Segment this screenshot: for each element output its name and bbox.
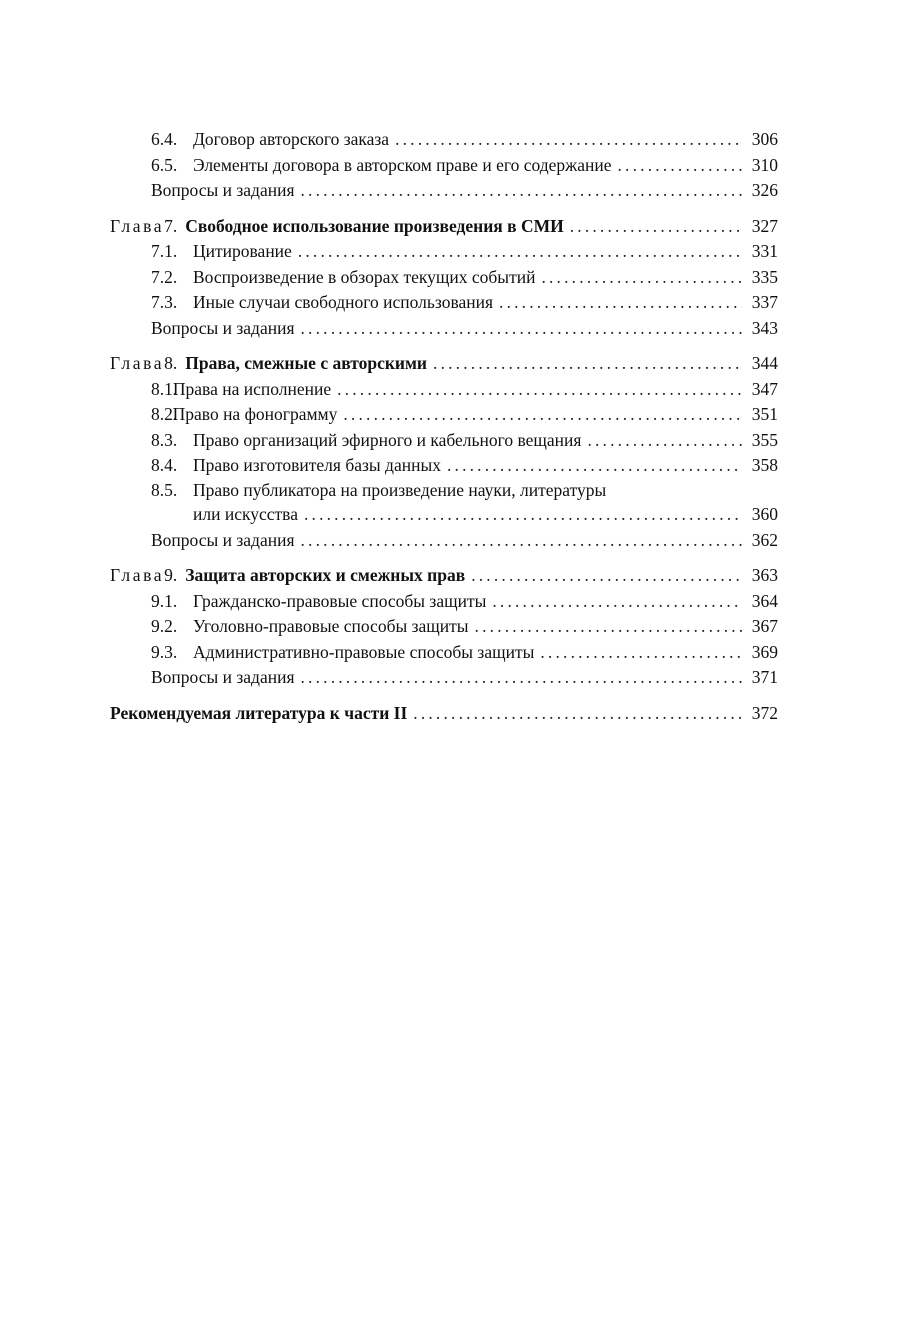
toc-entry-7-3[interactable] [110, 290, 778, 316]
toc-entry-9-3[interactable] [110, 640, 778, 666]
entry-title: Иные случаи свободного использования [193, 292, 494, 312]
entry-title: Право публикатора на произведение науки, литературы [193, 479, 607, 500]
entry-number: 7.1. [151, 241, 178, 261]
dot-leader [433, 351, 742, 377]
entry-title: Право на фонограмму [172, 404, 338, 424]
dot-leader [304, 502, 742, 528]
dot-leader [471, 563, 742, 589]
entry-number: 8.2. [151, 404, 178, 424]
dot-leader [540, 640, 742, 666]
toc-entry-questions-9[interactable] [110, 665, 778, 691]
entry-number: 9.3. [151, 641, 178, 662]
entry-page-number: 358 [751, 455, 778, 475]
toc-entry-6-4[interactable] [110, 127, 778, 153]
toc-entry-8-2[interactable] [110, 402, 778, 428]
entry-page-number: 351 [751, 404, 778, 424]
entry-page-number: 326 [751, 180, 778, 200]
entry-title: Вопросы и задания [151, 317, 295, 338]
toc-chapter-8[interactable] [110, 351, 778, 377]
toc-entry-7-2[interactable] [110, 265, 778, 291]
dot-leader [570, 214, 742, 240]
entry-number: 8.4. [151, 455, 178, 475]
entry-page-number: 371 [751, 667, 778, 687]
entry-page-number: 343 [751, 317, 778, 338]
toc-entry-8-1[interactable] [110, 377, 778, 403]
toc-entry-8-5[interactable] [110, 479, 778, 528]
entry-number: 6.4. [151, 129, 178, 149]
entry-first-line [110, 479, 778, 503]
entry-page-number: 327 [751, 215, 778, 236]
toc-group-chapter-9 [110, 563, 778, 691]
chapter-title: Права, смежные с авторскими [185, 353, 428, 373]
entry-number: 8.5. [151, 479, 178, 500]
dot-leader [343, 402, 742, 428]
toc-group-chapter-6 [110, 127, 778, 204]
toc-chapter-7[interactable] [110, 214, 778, 240]
toc-entry-questions-8[interactable] [110, 528, 778, 554]
entry-page-number: 344 [751, 353, 778, 373]
entry-title: Вопросы и задания [151, 667, 295, 687]
chapter-prefix: Глава [110, 353, 165, 373]
entry-page-number: 363 [751, 565, 778, 585]
entry-number: 9.2. [151, 616, 178, 636]
dot-leader [337, 377, 742, 403]
toc-entry-6-5[interactable] [110, 153, 778, 179]
toc-group-chapter-8 [110, 351, 778, 553]
entry-title: Право изготовителя базы данных [193, 455, 441, 475]
entry-title: Цитирование [193, 241, 292, 261]
toc-entry-7-1[interactable] [110, 239, 778, 265]
entry-page-number: 367 [751, 616, 778, 636]
toc-entry-8-4[interactable] [110, 453, 778, 479]
dot-leader [447, 453, 742, 479]
entry-title: Право организаций эфирного и кабельного вещания [193, 429, 582, 450]
entry-page-number: 369 [751, 641, 778, 662]
entry-number: 7.2. [151, 266, 178, 287]
entry-number: 8.1. [151, 378, 178, 399]
chapter-number: 7. [164, 215, 178, 236]
dot-leader [499, 290, 742, 316]
chapter-title: Свободное использование произведения в СМИ [185, 215, 564, 236]
dot-leader [301, 665, 743, 691]
toc-entry-8-3[interactable] [110, 428, 778, 454]
entry-page-number: 360 [751, 504, 778, 524]
chapter-prefix: Глава [110, 565, 165, 585]
entry-page-number: 337 [751, 292, 778, 312]
entry-page-number: 331 [751, 241, 778, 261]
dot-leader [395, 127, 742, 153]
entry-title: Рекомендуемая литература к части II [110, 702, 408, 723]
toc-chapter-9[interactable] [110, 563, 778, 589]
toc-entry-9-1[interactable] [110, 589, 778, 615]
entry-title: Вопросы и задания [151, 529, 295, 550]
entry-title: Элементы договора в авторском праве и его содержание [193, 154, 612, 175]
entry-title: Вопросы и задания [151, 180, 295, 200]
dot-leader [298, 239, 742, 265]
entry-number: 8.3. [151, 429, 178, 450]
dot-leader [301, 178, 743, 204]
entry-number: 6.5. [151, 154, 178, 175]
entry-page-number: 310 [751, 154, 778, 175]
entry-page-number: 306 [751, 129, 778, 149]
dot-leader [541, 265, 742, 291]
entry-page-number: 335 [751, 266, 778, 287]
chapter-number: 8. [164, 353, 178, 373]
dot-leader [413, 701, 742, 727]
dot-leader [301, 528, 743, 554]
entry-title: Договор авторского заказа [193, 129, 390, 149]
chapter-prefix: Глава [110, 215, 165, 236]
toc-entry-9-2[interactable] [110, 614, 778, 640]
entry-title: Уголовно-правовые способы защиты [193, 616, 469, 636]
toc-group-literature [110, 701, 778, 727]
entry-page-number: 362 [751, 529, 778, 550]
dot-leader [587, 428, 742, 454]
toc-group-chapter-7 [110, 214, 778, 342]
dot-leader [301, 316, 743, 342]
entry-title: Права на исполнение [172, 378, 332, 399]
entry-number: 9.1. [151, 590, 178, 611]
dot-leader [618, 153, 743, 179]
toc-entry-recommended-literature[interactable] [110, 701, 778, 727]
dot-leader [475, 614, 742, 640]
entry-title: Воспроизведение в обзорах текущих событий [193, 266, 536, 287]
entry-page-number: 355 [751, 429, 778, 450]
dot-leader [492, 589, 742, 615]
entry-page-number: 364 [751, 590, 778, 611]
entry-title: Гражданско-правовые способы защиты [193, 590, 487, 611]
chapter-number: 9. [164, 565, 178, 585]
toc-entry-questions-6[interactable] [110, 178, 778, 204]
entry-title: Административно-правовые способы защиты [193, 641, 535, 662]
entry-title-continuation: или искусства [193, 504, 298, 524]
toc-entry-questions-7[interactable] [110, 316, 778, 342]
entry-number: 7.3. [151, 292, 178, 312]
entry-continuation-line [110, 502, 778, 528]
entry-page-number: 347 [751, 378, 778, 399]
entry-page-number: 372 [751, 702, 778, 723]
chapter-title: Защита авторских и смежных прав [185, 565, 466, 585]
table-of-contents [110, 127, 778, 726]
